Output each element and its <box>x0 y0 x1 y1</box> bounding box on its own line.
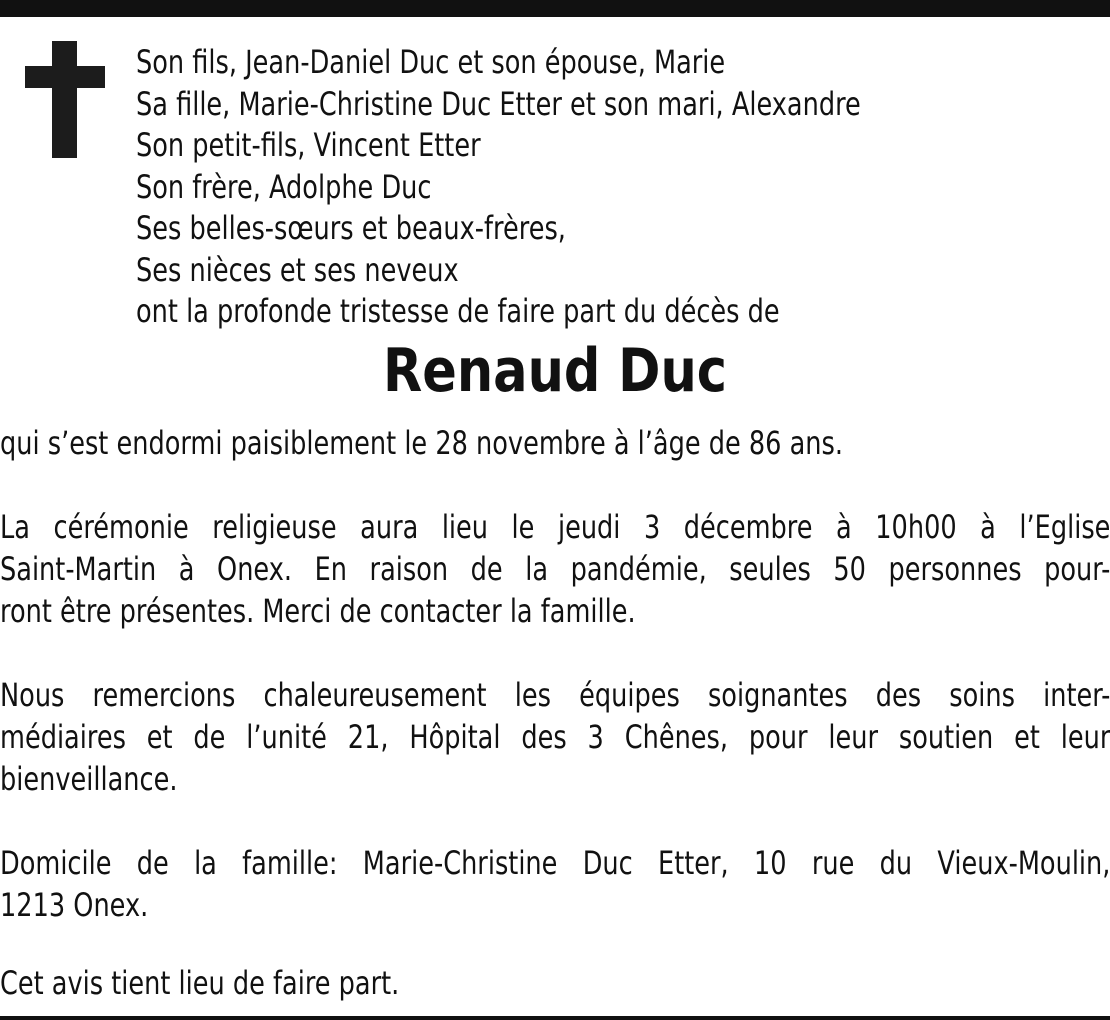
ceremony-paragraph <box>0 506 1110 632</box>
bottom-rule <box>0 1016 1110 1020</box>
family-line: Son frère, Adolphe Duc <box>136 167 432 206</box>
ceremony-line: ront être présentes. Merci de contacter la famille. <box>0 592 636 630</box>
family-list <box>136 42 861 333</box>
family-line: Son petit-fils, Vincent Etter <box>136 126 481 164</box>
cross-icon <box>25 41 105 158</box>
age-line: qui s’est endormi paisiblement le 28 novembre à l’âge de 86 ans. <box>0 424 843 462</box>
thanks-line: Nous remercions chaleureusement les équipes soignantes des soins inter- <box>0 676 1110 714</box>
family-line: Ses belles-sœurs et beaux-frères, <box>136 209 566 247</box>
thanks-line: médiaires et de l’unité 21, Hôpital des 3 Chênes, pour leur soutien et leur <box>0 718 1110 756</box>
family-line: Sa fille, Marie-Christine Duc Etter et son mari, Alexandre <box>136 84 861 123</box>
age-paragraph <box>0 422 1110 464</box>
domicile-paragraph <box>0 842 1110 926</box>
domicile-line: 1213 Onex. <box>0 886 149 924</box>
ceremony-line: La cérémonie religieuse aura lieu le jeudi 3 décembre à 10h00 à l’Eglise <box>0 508 1110 546</box>
thanks-paragraph <box>0 674 1110 800</box>
closing-paragraph <box>0 962 1110 1004</box>
announcement-line: ont la profonde tristesse de faire part du décès de <box>136 292 780 330</box>
family-line: Ses nièces et ses neveux <box>136 250 459 289</box>
deceased-name: Renaud Duc <box>382 336 728 406</box>
domicile-line: Domicile de la famille: Marie-Christine Duc Etter, 10 rue du Vieux-Moulin, <box>0 844 1110 882</box>
top-rule <box>0 0 1110 17</box>
family-line: Son fils, Jean-Daniel Duc et son épouse, Marie <box>136 43 726 81</box>
thanks-line: bienveillance. <box>0 760 178 798</box>
ceremony-line: Saint-Martin à Onex. En raison de la pandémie, seules 50 personnes pour- <box>0 550 1110 588</box>
closing-line: Cet avis tient lieu de faire part. <box>0 964 400 1002</box>
